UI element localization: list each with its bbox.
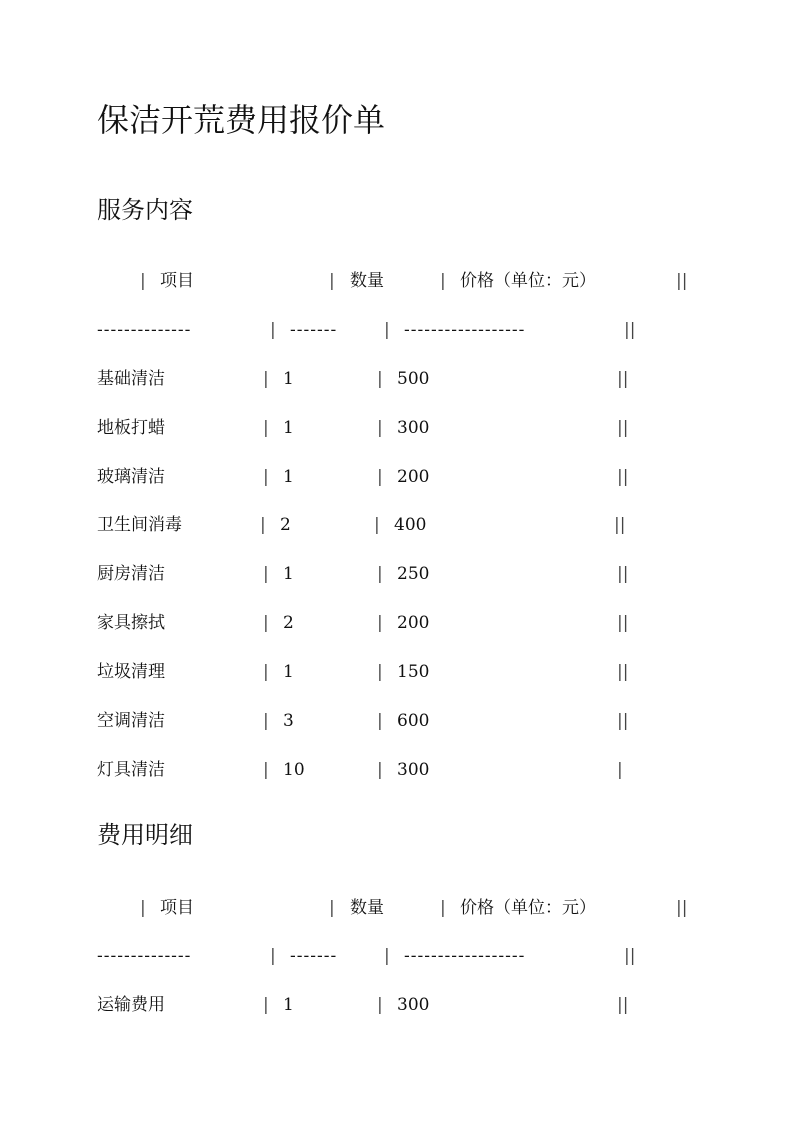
row-qty: 1	[283, 467, 294, 487]
separator-item: --------------	[97, 320, 192, 340]
table-row	[0, 992, 800, 1018]
section-heading-service: 服务内容	[97, 196, 193, 224]
table-row	[0, 415, 800, 441]
row-item: 垃圾清理	[97, 662, 165, 682]
column-divider: |	[377, 418, 383, 438]
column-divider: |	[377, 995, 383, 1015]
separator-price: ------------------	[404, 946, 526, 966]
table-row	[0, 659, 800, 685]
column-divider: |	[263, 711, 269, 731]
row-end-marker: ||	[617, 613, 629, 633]
column-divider: |	[270, 946, 276, 966]
table-row	[0, 561, 800, 587]
row-item: 卫生间消毒	[97, 515, 182, 535]
column-divider: |	[263, 760, 269, 780]
row-item: 灯具清洁	[97, 760, 165, 780]
column-divider: |	[263, 564, 269, 584]
row-qty: 10	[283, 760, 305, 780]
row-item: 地板打蜡	[97, 418, 165, 438]
column-divider: |	[140, 271, 146, 291]
row-qty: 1	[283, 662, 294, 682]
row-end-marker: ||	[676, 898, 688, 918]
table-header-row	[0, 268, 800, 294]
section-heading-fees: 费用明细	[97, 821, 193, 849]
column-divider: |	[260, 515, 266, 535]
row-qty: 1	[283, 995, 294, 1015]
table-row	[0, 757, 800, 783]
header-qty: 数量	[350, 898, 384, 918]
column-divider: |	[263, 995, 269, 1015]
header-qty: 数量	[350, 271, 384, 291]
table-row	[0, 464, 800, 490]
separator-qty: -------	[290, 946, 338, 966]
column-divider: |	[329, 898, 335, 918]
row-price: 500	[397, 369, 430, 389]
row-qty: 1	[283, 369, 294, 389]
column-divider: |	[263, 662, 269, 682]
table-separator-row	[0, 943, 800, 969]
row-end-marker: ||	[617, 711, 629, 731]
column-divider: |	[263, 467, 269, 487]
row-item: 运输费用	[97, 995, 165, 1015]
row-end-marker: ||	[617, 564, 629, 584]
column-divider: |	[270, 320, 276, 340]
separator-price: ------------------	[404, 320, 526, 340]
row-price: 300	[397, 418, 430, 438]
table-separator-row	[0, 317, 800, 343]
row-price: 600	[397, 711, 430, 731]
row-end-marker: ||	[617, 369, 629, 389]
column-divider: |	[440, 271, 446, 291]
table-row	[0, 366, 800, 392]
row-item: 空调清洁	[97, 711, 165, 731]
column-divider: |	[377, 662, 383, 682]
table-row	[0, 610, 800, 636]
row-item: 基础清洁	[97, 369, 165, 389]
column-divider: |	[263, 418, 269, 438]
table-row	[0, 708, 800, 734]
column-divider: |	[263, 613, 269, 633]
column-divider: |	[377, 564, 383, 584]
row-end-marker: ||	[624, 946, 636, 966]
row-price: 300	[397, 760, 430, 780]
header-item: 项目	[160, 271, 194, 291]
page-title: 保洁开荒费用报价单	[97, 101, 386, 139]
row-end-marker: ||	[617, 662, 629, 682]
row-end-marker: ||	[624, 320, 636, 340]
row-end-marker: ||	[676, 271, 688, 291]
row-end-marker: |	[617, 760, 623, 780]
column-divider: |	[377, 760, 383, 780]
row-qty: 1	[283, 418, 294, 438]
column-divider: |	[384, 320, 390, 340]
header-price: 价格（单位：元）	[460, 898, 596, 918]
row-end-marker: ||	[614, 515, 626, 535]
column-divider: |	[374, 515, 380, 535]
row-item: 玻璃清洁	[97, 467, 165, 487]
row-price: 400	[394, 515, 427, 535]
row-end-marker: ||	[617, 995, 629, 1015]
separator-qty: -------	[290, 320, 338, 340]
row-price: 150	[397, 662, 430, 682]
column-divider: |	[377, 711, 383, 731]
row-qty: 2	[283, 613, 294, 633]
header-item: 项目	[160, 898, 194, 918]
column-divider: |	[329, 271, 335, 291]
row-price: 200	[397, 613, 430, 633]
column-divider: |	[377, 467, 383, 487]
table-header-row	[0, 895, 800, 921]
row-price: 250	[397, 564, 430, 584]
row-end-marker: ||	[617, 418, 629, 438]
column-divider: |	[140, 898, 146, 918]
table-row	[0, 512, 800, 538]
column-divider: |	[384, 946, 390, 966]
column-divider: |	[377, 613, 383, 633]
row-item: 家具擦拭	[97, 613, 165, 633]
header-price: 价格（单位：元）	[460, 271, 596, 291]
column-divider: |	[263, 369, 269, 389]
row-item: 厨房清洁	[97, 564, 165, 584]
row-price: 300	[397, 995, 430, 1015]
separator-item: --------------	[97, 946, 192, 966]
column-divider: |	[377, 369, 383, 389]
column-divider: |	[440, 898, 446, 918]
row-qty: 3	[283, 711, 294, 731]
row-end-marker: ||	[617, 467, 629, 487]
row-price: 200	[397, 467, 430, 487]
row-qty: 1	[283, 564, 294, 584]
row-qty: 2	[280, 515, 291, 535]
